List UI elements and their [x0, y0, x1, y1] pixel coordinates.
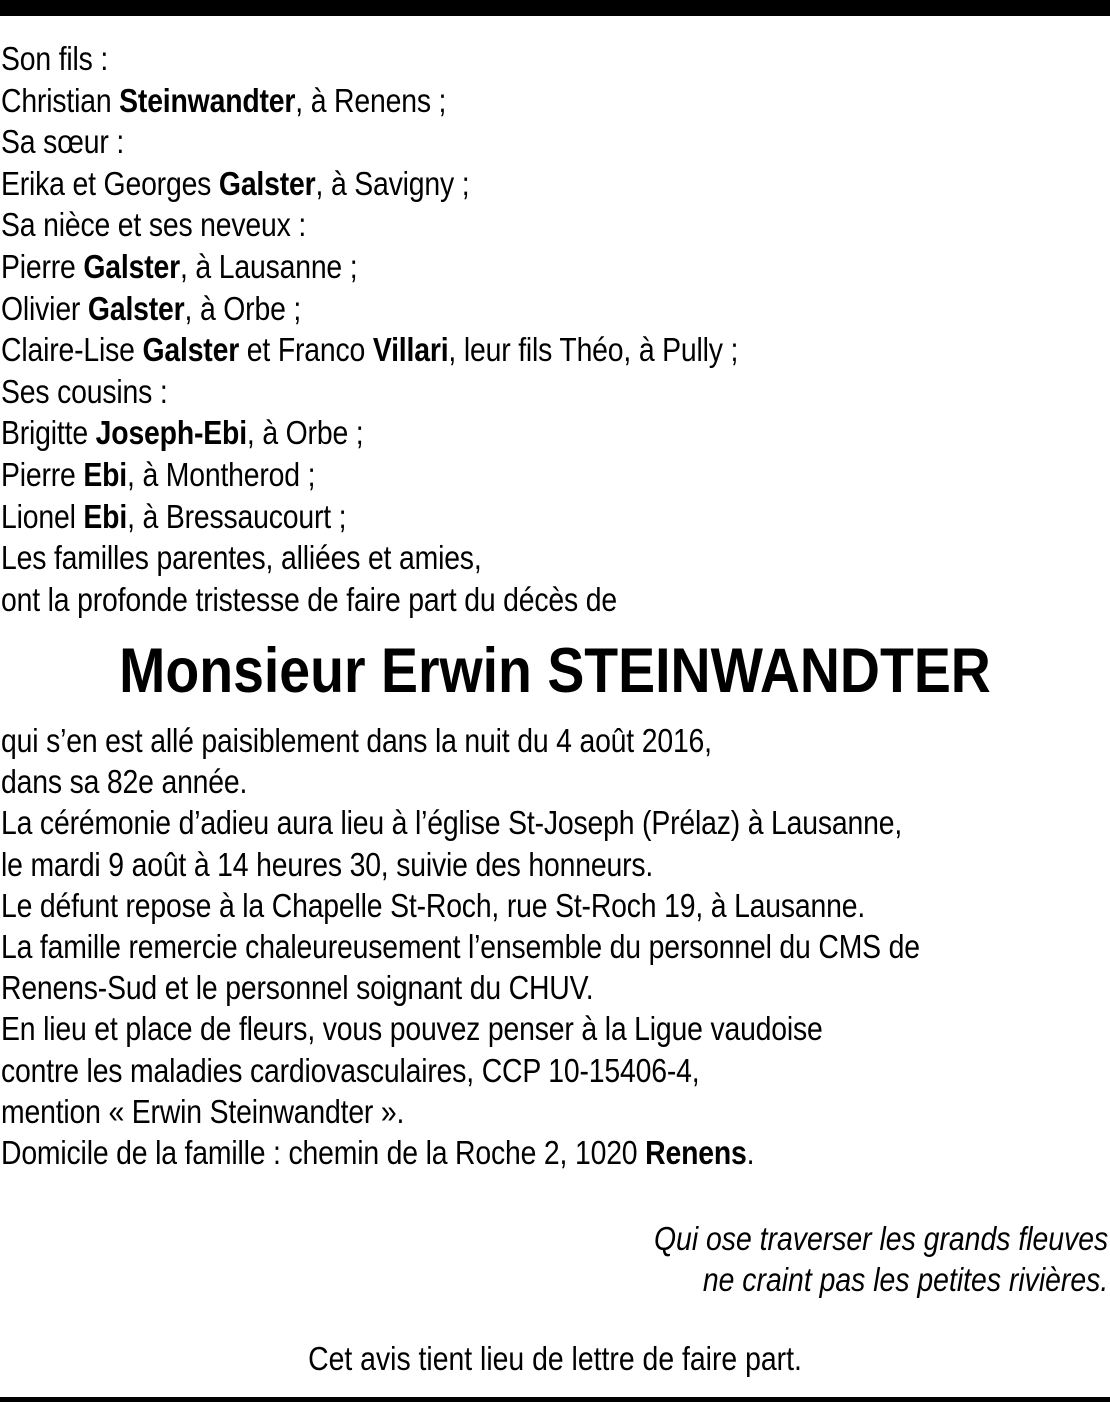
- quote-line-1: Qui ose traverser les grands fleuves: [653, 1220, 1108, 1257]
- body-line: [1, 1008, 954, 1049]
- family-line: [1, 496, 954, 538]
- line-text: qui s’en est allé paisiblement dans la nuit du 4 août 2016,: [1, 722, 712, 759]
- line-text: La famille remercie chaleureusement l’ensemble du personnel du CMS de: [1, 927, 920, 965]
- line-text: contre les maladies cardiovasculaires, CCP 10-15406-4,: [1, 1051, 700, 1089]
- line-text: Claire-Lise: [1, 331, 143, 369]
- notice-line: Cet avis tient lieu de lettre de faire part.: [308, 1340, 802, 1377]
- deceased-name: Monsieur Erwin STEINWANDTER: [119, 636, 991, 706]
- line-text: , à Orbe ;: [184, 289, 302, 327]
- surname-bold: Galster: [87, 289, 185, 327]
- top-rule: [0, 0, 1110, 16]
- line-text: Pierre: [1, 455, 84, 493]
- line-text: Les familles parentes, alliées et amies,: [1, 539, 482, 577]
- quote-line-2: ne craint pas les petites rivières.: [702, 1261, 1108, 1298]
- line-text: Son fils :: [1, 40, 109, 77]
- surname-bold: Renens: [645, 1133, 747, 1171]
- surname-bold: Galster: [218, 164, 316, 202]
- family-line: [1, 329, 954, 371]
- line-text: .: [746, 1133, 755, 1171]
- surname-bold: Ebi: [83, 497, 128, 535]
- line-text: Lionel: [1, 497, 84, 535]
- line-text: Pierre: [1, 247, 84, 285]
- line-text: le mardi 9 août à 14 heures 30, suivie des honneurs.: [1, 845, 654, 883]
- line-text: Domicile de la famille : chemin de la Roche 2, 1020: [1, 1133, 646, 1171]
- line-text: , à Savigny ;: [315, 164, 470, 202]
- family-line: [1, 288, 954, 330]
- line-text: , à Renens ;: [295, 81, 447, 119]
- line-text: ont la profonde tristesse de faire part du décès de: [1, 580, 617, 618]
- line-text: mention « Erwin Steinwandter ».: [1, 1092, 405, 1130]
- quote-block: [580, 1218, 1108, 1300]
- body-line: [1, 926, 954, 967]
- body-line: [1, 844, 954, 885]
- body-line: [1, 1091, 954, 1132]
- body-line: [1, 761, 954, 802]
- family-line: [1, 38, 954, 80]
- line-text: Renens-Sud et le personnel soignant du CHUV.: [1, 969, 594, 1007]
- body-line: [1, 967, 954, 1008]
- body-line: [1, 1050, 954, 1091]
- line-text: Le défunt repose à la Chapelle St-Roch, rue St-Roch 19, à Lausanne.: [1, 886, 866, 924]
- family-line: [1, 412, 954, 454]
- body-line: [1, 885, 954, 926]
- line-text: La cérémonie d’adieu aura lieu à l’église St-Joseph (Prélaz) à Lausanne,: [1, 804, 903, 842]
- body-line: [1, 802, 954, 843]
- family-line: [1, 371, 954, 413]
- line-text: dans sa 82e année.: [1, 763, 248, 801]
- line-text: Sa sœur :: [1, 123, 125, 161]
- family-line: [1, 579, 954, 621]
- line-text: En lieu et place de fleurs, vous pouvez penser à la Ligue vaudoise: [1, 1010, 823, 1048]
- family-line: [1, 80, 954, 122]
- line-text: , à Orbe ;: [246, 414, 364, 452]
- line-text: Brigitte: [1, 414, 96, 452]
- line-text: , à Bressaucourt ;: [127, 497, 347, 535]
- surname-bold: Steinwandter: [119, 81, 296, 119]
- announcement-body: [1, 720, 1109, 1173]
- family-line: [1, 163, 954, 205]
- line-text: Olivier: [1, 289, 88, 327]
- family-line: [1, 454, 954, 496]
- body-line: [1, 720, 954, 761]
- family-line: [1, 537, 954, 579]
- line-text: Sa nièce et ses neveux :: [1, 206, 307, 244]
- line-text: , leur fils Théo, à Pully ;: [448, 331, 739, 369]
- bottom-rule: [0, 1397, 1110, 1402]
- family-line: [1, 204, 954, 246]
- family-list: [1, 38, 1109, 620]
- line-text: , à Lausanne ;: [179, 247, 358, 285]
- family-line: [1, 246, 954, 288]
- line-text: Ses cousins :: [1, 372, 168, 410]
- line-text: et Franco: [239, 331, 373, 369]
- line-text: Erika et Georges: [1, 164, 219, 202]
- surname-bold: Ebi: [83, 455, 128, 493]
- family-line: [1, 121, 954, 163]
- surname-bold: Galster: [142, 331, 240, 369]
- body-line: [1, 1132, 954, 1173]
- surname-bold: Villari: [372, 331, 449, 369]
- line-text: , à Montherod ;: [127, 455, 316, 493]
- surname-bold: Galster: [83, 247, 180, 285]
- surname-bold: Joseph-Ebi: [95, 414, 247, 452]
- line-text: Christian: [1, 81, 120, 119]
